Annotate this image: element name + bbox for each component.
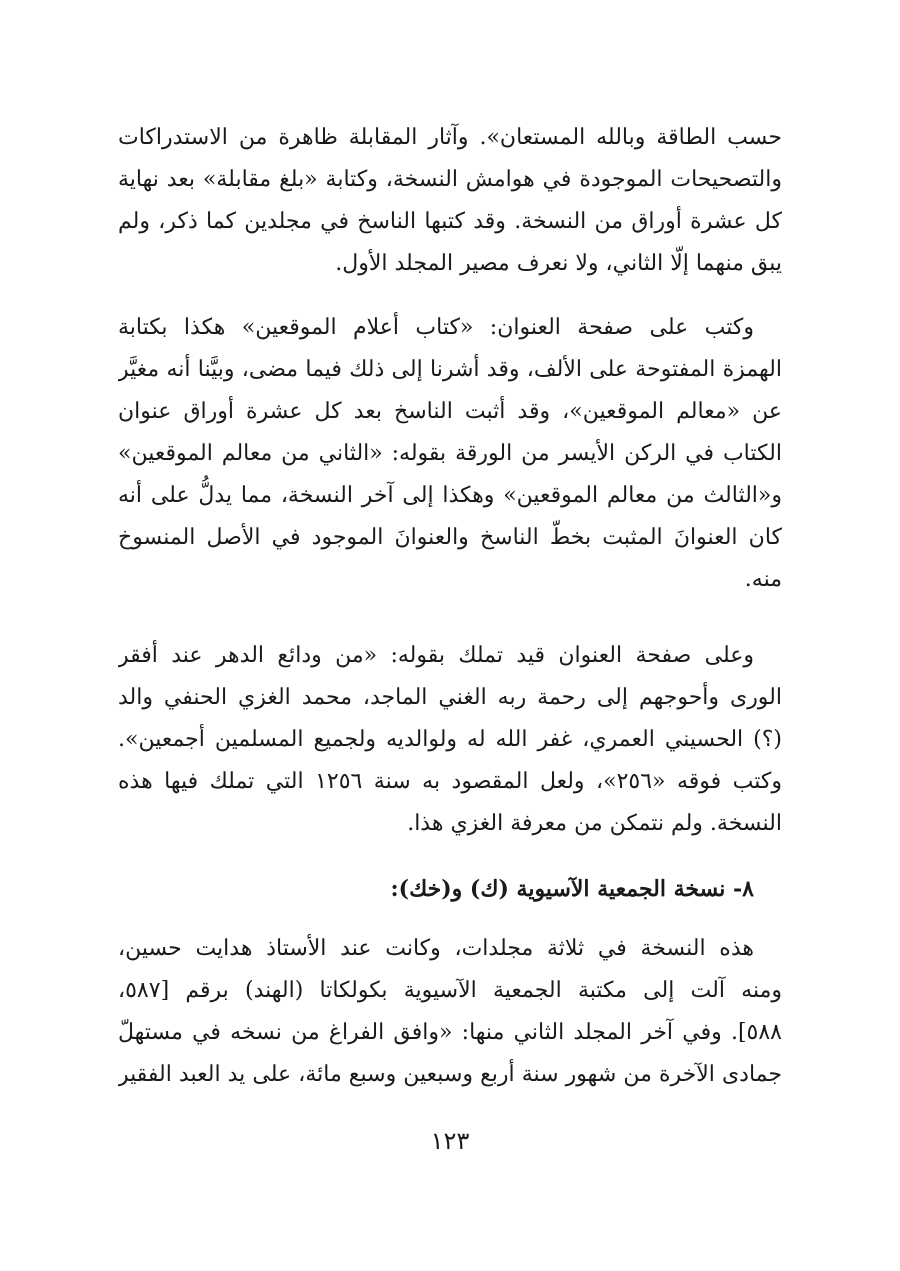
text-line: و«الثالث من معالم الموقعين» وهكذا إلى آخر النسخة، مما يدلُّ على أنه [118,483,782,508]
text-line: والتصحيحات الموجودة في هوامش النسخة، وكتابة «بلغ مقابلة» بعد نهاية [118,167,782,192]
text-line: ٥٨٨]. وفي آخر المجلد الثاني منها: «وافق الفراغ من نسخه في مستهلّ [118,1020,782,1045]
text-line: هذه النسخة في ثلاثة مجلدات، وكانت عند الأستاذ هدايت حسين، [118,936,754,961]
page-number: ١٢٣ [430,1127,470,1155]
text-line: جمادى الآخرة من شهور سنة أربع وسبعين وسبع مائة، على يد العبد الفقير [118,1062,782,1087]
text-line: كل عشرة أوراق من النسخة. وقد كتبها الناسخ في مجلدين كما ذكر، ولم [118,209,782,234]
text-line: عن «معالم الموقعين»، وقد أثبت الناسخ بعد كل عشرة أوراق عنوان [118,399,782,424]
text-line: النسخة. ولم نتمكن من معرفة الغزي هذا. [407,811,782,836]
text-line: حسب الطاقة وبالله المستعان». وآثار المقابلة ظاهرة من الاستدراكات [118,125,782,150]
text-line: وعلى صفحة العنوان قيد تملك بقوله: «من ودائع الدهر عند أفقر [118,643,754,668]
paragraph-1 [118,117,782,285]
paragraph-4 [118,928,782,1096]
text-line: الورى وأحوجهم إلى رحمة ربه الغني الماجد، محمد الغزي الحنفي والد [118,685,782,710]
text-line: يبق منهما إلّا الثاني، ولا نعرف مصير المجلد الأول. [335,251,782,276]
heading-text: ٨- نسخة الجمعية الآسيوية (ك) و(خك): [390,876,754,902]
paragraph-3 [118,635,782,845]
text-line: (؟) الحسيني العمري، غفر الله له ولوالديه ولجميع المسلمين أجمعين». [118,727,782,752]
text-line: الهمزة المفتوحة على الألف، وقد أشرنا إلى ذلك فيما مضى، وبيَّنا أنه مغيَّر [118,357,782,382]
text-line: ومنه آلت إلى مكتبة الجمعية الآسيوية بكولكاتا (الهند) برقم [٥٨٧، [118,978,782,1003]
paragraph-2 [118,307,782,601]
text-line: وكتب فوقه «٢٥٦»، ولعل المقصود به سنة ١٢٥٦ التي تملك فيها هذه [118,769,782,794]
text-line: كان العنوانَ المثبت بخطّ الناسخ والعنوانَ الموجود في الأصل المنسوخ [118,525,782,550]
text-line: الكتاب في الركن الأيسر من الورقة بقوله: «الثاني من معالم الموقعين» [118,441,782,466]
text-line: منه. [744,567,782,592]
text-line: وكتب على صفحة العنوان: «كتاب أعلام الموقعين» هكذا بكتابة [118,315,754,340]
section-heading [118,868,782,910]
